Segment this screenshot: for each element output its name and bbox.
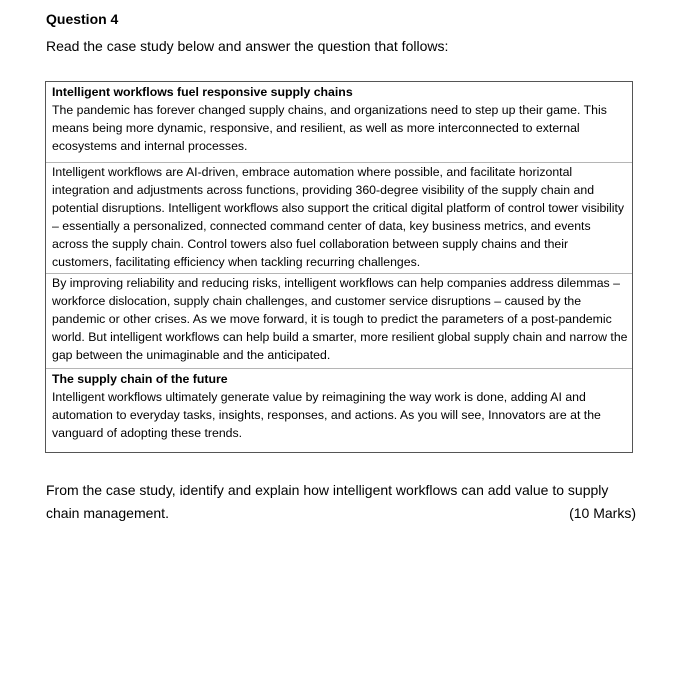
question-intro: Read the case study below and answer the question that follows:	[46, 38, 449, 54]
question-title: Question 4	[46, 11, 119, 27]
case-heading-1: Intelligent workflows fuel responsive supply chains	[52, 85, 353, 99]
case-section-1	[52, 84, 628, 156]
case-section-3	[52, 275, 628, 365]
case-paragraph-1: The pandemic has forever changed supply chains, and organizations need to step up their game. This means being more dynamic, responsive, and resilient, as well as more interconnected to external ecosystems and internal processes.	[52, 102, 607, 153]
case-paragraph-4: Intelligent workflows ultimately generate value by reimagining the way work is done, adding AI and automation to everyday tasks, insights, responses, and actions. As you will see, Innovators are at the vanguard of adopting these trends.	[52, 389, 601, 440]
case-section-4	[52, 371, 628, 443]
case-section-2	[52, 164, 628, 271]
task-question	[46, 479, 636, 525]
case-study-box	[45, 81, 633, 453]
case-paragraph-3: By improving reliability and reducing risks, intelligent workflows can help companies address dilemmas – workforce dislocation, supply chain challenges, and customer service disruptions – caused by the pandemic or other crises. As we move forward, it is tough to predict the parameters of a post-pandemic world. But intelligent workflows can help build a smarter, more resilient global supply chain and narrow the gap between the unimaginable and the anticipated.	[52, 276, 628, 362]
task-text: From the case study, identify and explain how intelligent workflows can add value to supply chain management.	[46, 482, 609, 521]
task-marks: (10 Marks)	[569, 505, 636, 521]
case-divider	[46, 162, 632, 163]
case-divider	[46, 273, 632, 274]
case-heading-2: The supply chain of the future	[52, 372, 228, 386]
case-divider	[46, 368, 632, 369]
case-paragraph-2: Intelligent workflows are AI-driven, embrace automation where possible, and facilitate horizontal integration and adjustments across functions, providing 360-degree visibility of the supply chain and potential disruptions. Intelligent workflows also support the critical digital platform of control tower visibility – essentially a personalized, connected command center of data, key business metrics, and events across the supply chain. Control towers also fuel collaboration between supply chains and their customers, facilitating efficiency when tackling recurring challenges.	[52, 165, 625, 269]
